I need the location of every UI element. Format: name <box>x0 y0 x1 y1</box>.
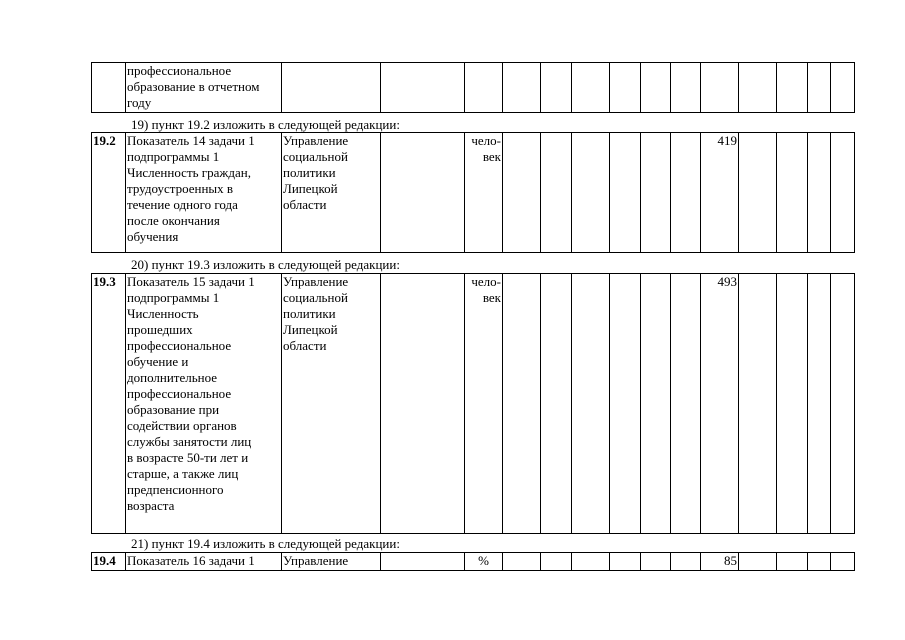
value-cell: 419 <box>701 133 739 253</box>
empty-cell <box>808 63 831 113</box>
empty-cell <box>541 133 572 253</box>
responsible-org-cell: Управление социальной политики Липецкой области <box>282 133 381 253</box>
indicator-description-cell: профессиональное образование в отчетном году <box>126 63 282 113</box>
row-number-cell <box>92 63 126 113</box>
empty-cell <box>503 553 541 571</box>
table-block-19-3 <box>91 273 855 534</box>
table-row <box>92 553 855 571</box>
empty-cell <box>671 63 701 113</box>
indicator-description-cell: Показатель 15 задачи 1 подпрограммы 1 Численность прошедших профессиональное обучение и дополнительное профессиональное образование при содействии органов службы занятости лиц в возрасте 50-ти лет и старше, а также лиц предпенсионного возраста <box>126 274 282 534</box>
table-block-19-4 <box>91 552 855 571</box>
amendment-note: 21) пункт 19.4 изложить в следующей редакции: <box>131 536 400 551</box>
empty-cell <box>572 553 610 571</box>
empty-cell <box>831 63 855 113</box>
empty-cell <box>641 63 671 113</box>
empty-cell <box>572 133 610 253</box>
unit-cell <box>465 63 503 113</box>
empty-cell <box>808 274 831 534</box>
empty-cell <box>381 133 465 253</box>
empty-cell <box>831 274 855 534</box>
empty-cell <box>777 553 808 571</box>
empty-cell <box>610 553 641 571</box>
table-block-continuation <box>91 62 855 113</box>
table-row <box>92 63 855 113</box>
empty-cell <box>381 553 465 571</box>
empty-cell <box>831 553 855 571</box>
empty-cell <box>739 63 777 113</box>
empty-cell <box>777 274 808 534</box>
empty-cell <box>381 274 465 534</box>
empty-cell <box>503 274 541 534</box>
table-row <box>92 133 855 253</box>
empty-cell <box>503 133 541 253</box>
row-number-cell: 19.3 <box>92 274 126 534</box>
value-cell <box>701 63 739 113</box>
empty-cell <box>541 553 572 571</box>
indicator-description-cell: Показатель 14 задачи 1 подпрограммы 1 Численность граждан, трудоустроенных в течение одного года после окончания обучения <box>126 133 282 253</box>
responsible-org-cell <box>282 63 381 113</box>
empty-cell <box>739 553 777 571</box>
empty-cell <box>671 274 701 534</box>
empty-cell <box>739 133 777 253</box>
empty-cell <box>503 63 541 113</box>
empty-cell <box>641 133 671 253</box>
empty-cell <box>808 553 831 571</box>
row-number-cell: 19.2 <box>92 133 126 253</box>
empty-cell <box>831 133 855 253</box>
table-row <box>92 274 855 534</box>
empty-cell <box>739 274 777 534</box>
empty-cell <box>671 133 701 253</box>
empty-cell <box>641 553 671 571</box>
value-cell: 493 <box>701 274 739 534</box>
empty-cell <box>777 133 808 253</box>
empty-cell <box>610 274 641 534</box>
amendment-note: 19) пункт 19.2 изложить в следующей редакции: <box>131 117 400 132</box>
empty-cell <box>541 274 572 534</box>
empty-cell <box>671 553 701 571</box>
empty-cell <box>610 133 641 253</box>
empty-cell <box>381 63 465 113</box>
indicator-description-cell: Показатель 16 задачи 1 <box>126 553 282 571</box>
value-cell: 85 <box>701 553 739 571</box>
table-block-19-2 <box>91 132 855 253</box>
unit-cell: чело- век <box>465 274 503 534</box>
empty-cell <box>641 274 671 534</box>
empty-cell <box>610 63 641 113</box>
responsible-org-cell: Управление <box>282 553 381 571</box>
responsible-org-cell: Управление социальной политики Липецкой области <box>282 274 381 534</box>
empty-cell <box>808 133 831 253</box>
row-number-cell: 19.4 <box>92 553 126 571</box>
amendment-note: 20) пункт 19.3 изложить в следующей редакции: <box>131 257 400 272</box>
empty-cell <box>572 274 610 534</box>
unit-cell: чело- век <box>465 133 503 253</box>
unit-cell: % <box>465 553 503 571</box>
empty-cell <box>572 63 610 113</box>
empty-cell <box>777 63 808 113</box>
empty-cell <box>541 63 572 113</box>
